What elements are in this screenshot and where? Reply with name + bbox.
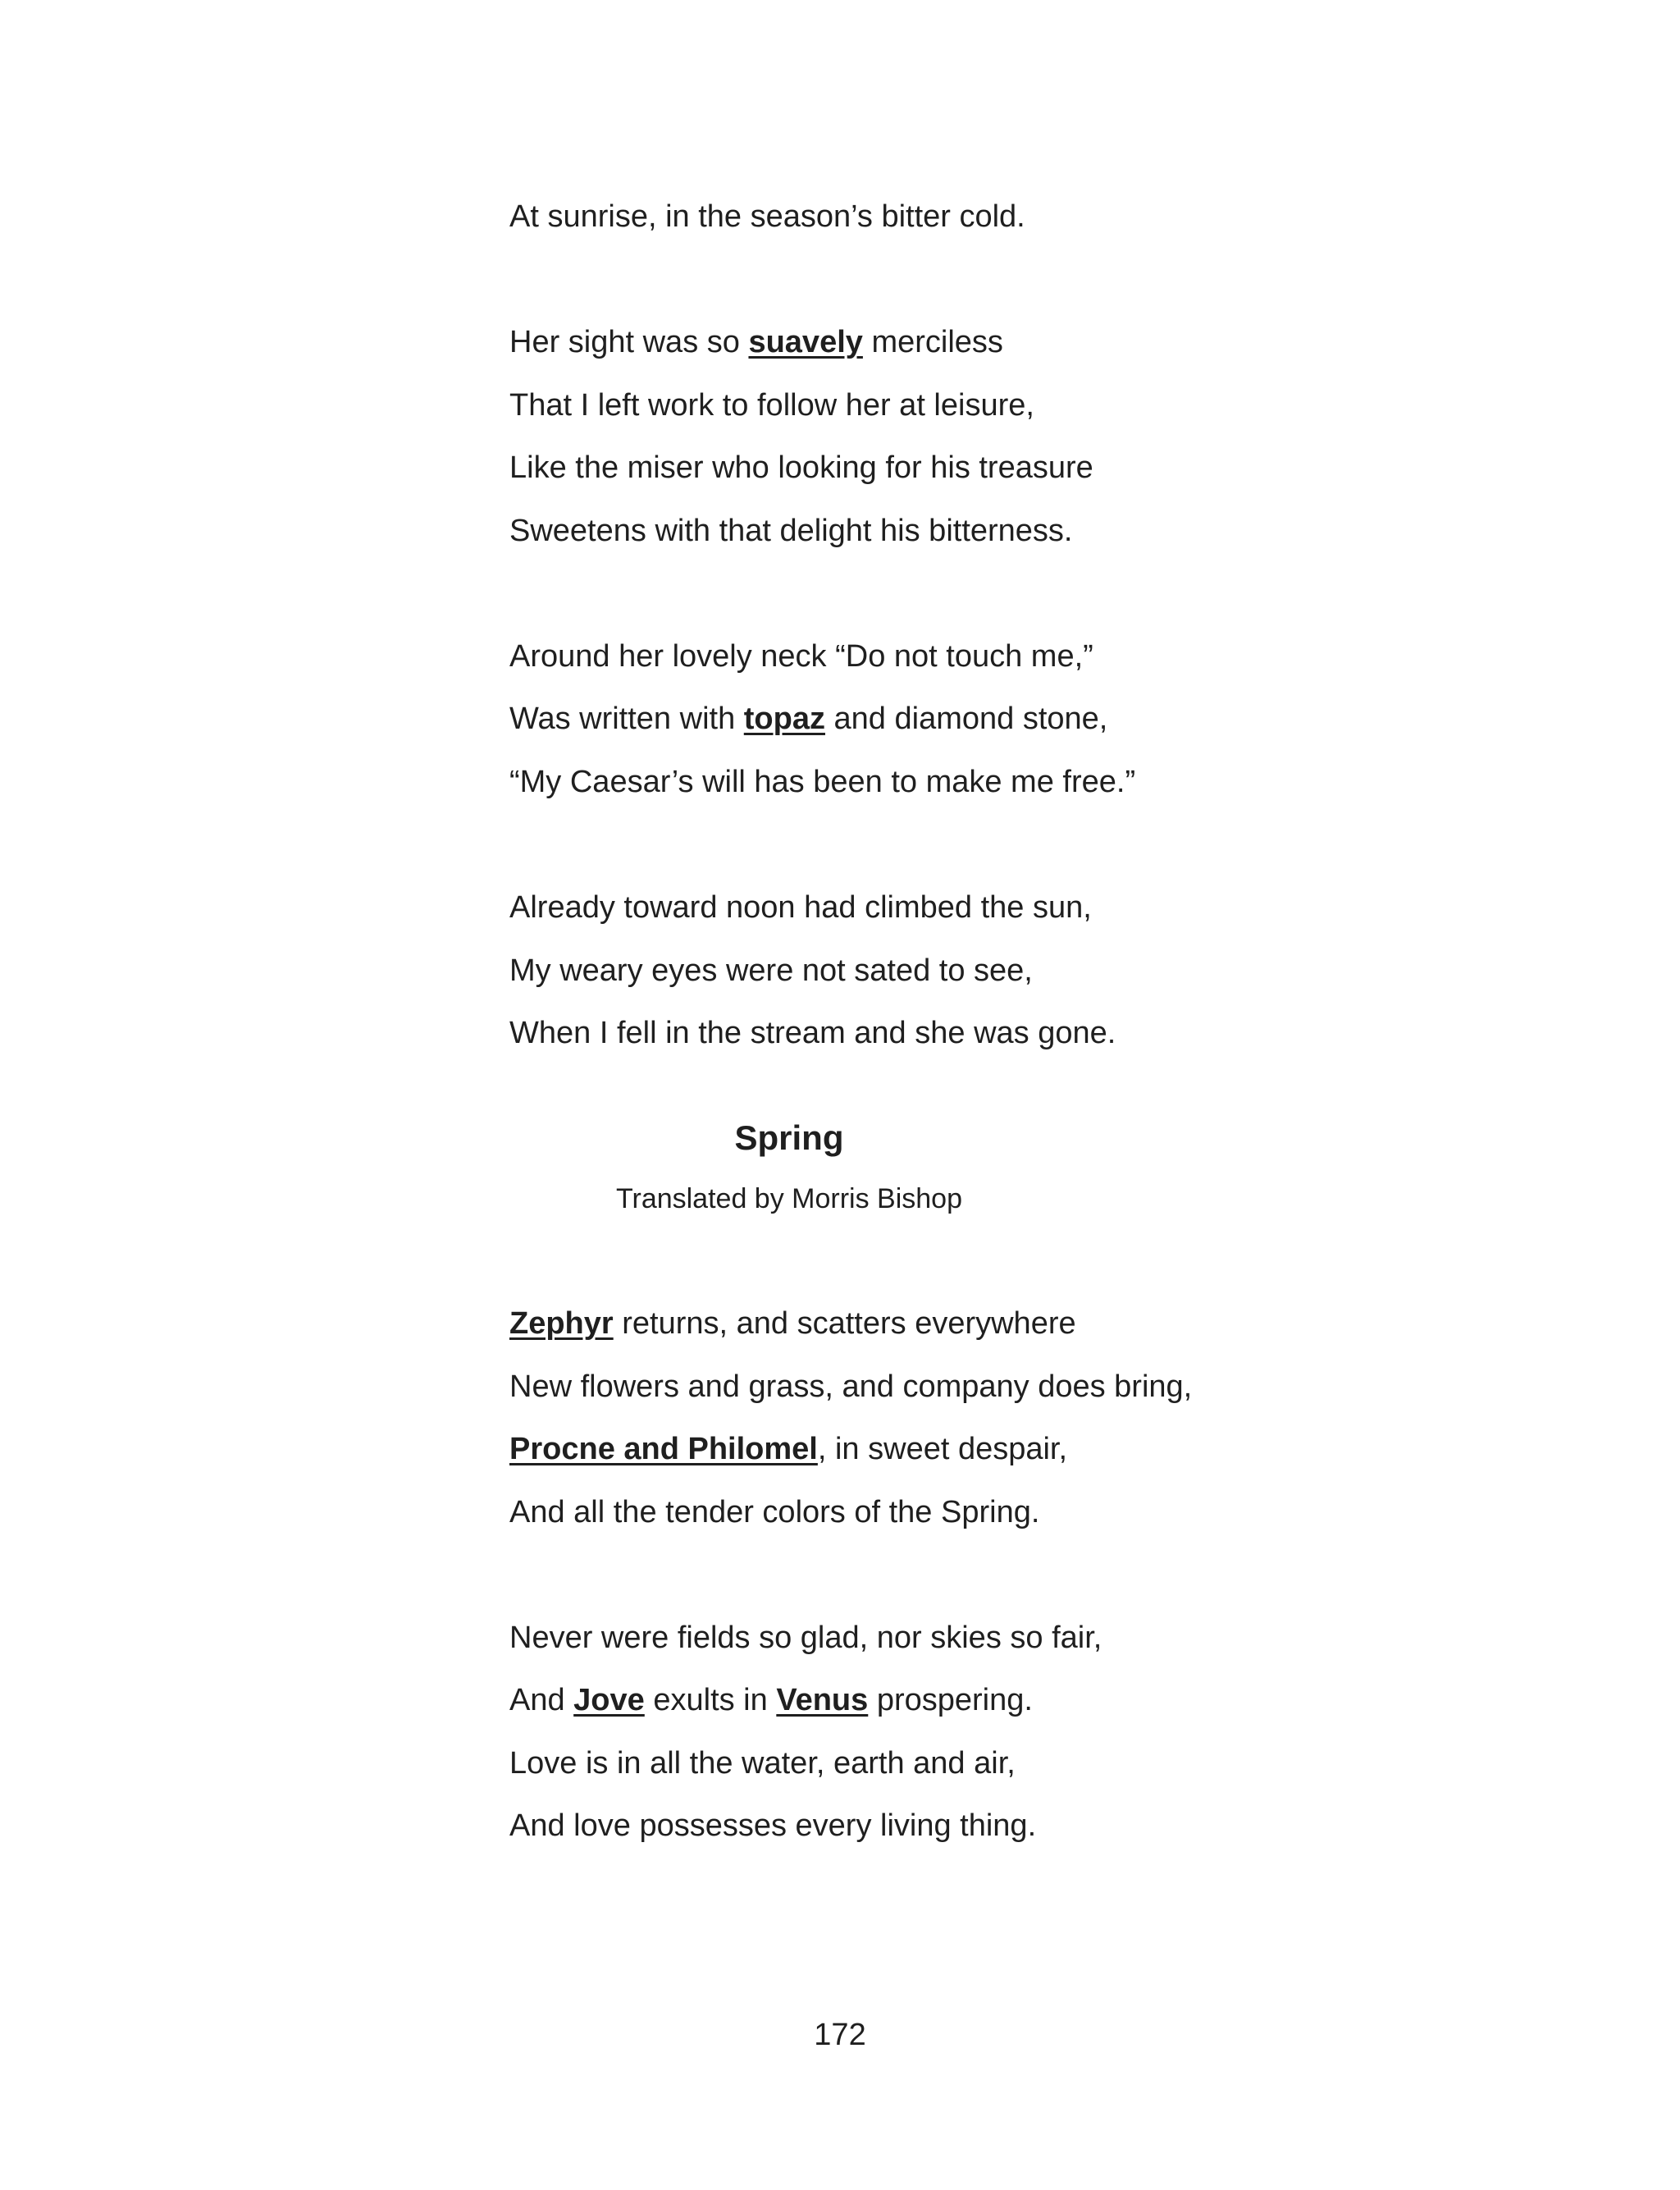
glossary-term-jove[interactable]: Jove [573,1683,645,1717]
glossary-term-venus[interactable]: Venus [776,1683,869,1717]
line-text: exults in [644,1683,777,1717]
line-text: And [509,1683,574,1717]
poem-line [509,1681,1033,1719]
poem-line: And love possesses every living thing. [509,1808,1037,1843]
poem-line: When I fell in the stream and she was gone. [509,1016,1116,1050]
poem-line: Never were fields so glad, nor skies so fair, [509,1621,1102,1655]
poem-translator: Translated by Morris Bishop [615,1183,962,1214]
poem-line: And all the tender colors of the Spring. [509,1495,1040,1529]
poem-line [509,1305,1076,1342]
glossary-term-procne-and-philomel[interactable]: Procne and Philomel [509,1432,818,1466]
glossary-term-suavely[interactable]: suavely [748,325,863,359]
glossary-term-topaz[interactable]: topaz [743,702,825,736]
page-number: 172 [814,2018,866,2052]
line-text: prospering. [868,1683,1033,1717]
line-text: merciless [862,325,1003,359]
poem-line: New flowers and grass, and company does bring, [509,1369,1193,1404]
line-text: Her sight was so [509,325,749,359]
poem-line: That I left work to follow her at leisure, [509,388,1034,423]
poem-line: My weary eyes were not sated to see, [509,953,1033,988]
line-text: , in sweet despair, [817,1432,1068,1466]
poem-line: Already toward noon had climbed the sun, [509,890,1092,925]
line-text: and diamond stone, [824,702,1108,736]
poem-title: Spring [734,1118,844,1157]
glossary-term-zephyr[interactable]: Zephyr [509,1306,614,1341]
poem-line: Around her lovely neck “Do not touch me,” [509,639,1093,674]
poem-line: “My Caesar’s will has been to make me free.” [509,765,1136,799]
poem-line: Like the miser who looking for his treasure [509,450,1093,485]
line-text: Was written with [509,702,744,736]
poem-line [509,700,1107,738]
poem-line: Love is in all the water, earth and air, [509,1746,1016,1781]
poem-line: Sweetens with that delight his bitterness. [509,514,1073,548]
line-text: returns, and scatters everywhere [613,1306,1076,1341]
poem-line [509,323,1003,361]
poem-line: At sunrise, in the season’s bitter cold. [509,199,1025,234]
poem-line [509,1430,1067,1468]
